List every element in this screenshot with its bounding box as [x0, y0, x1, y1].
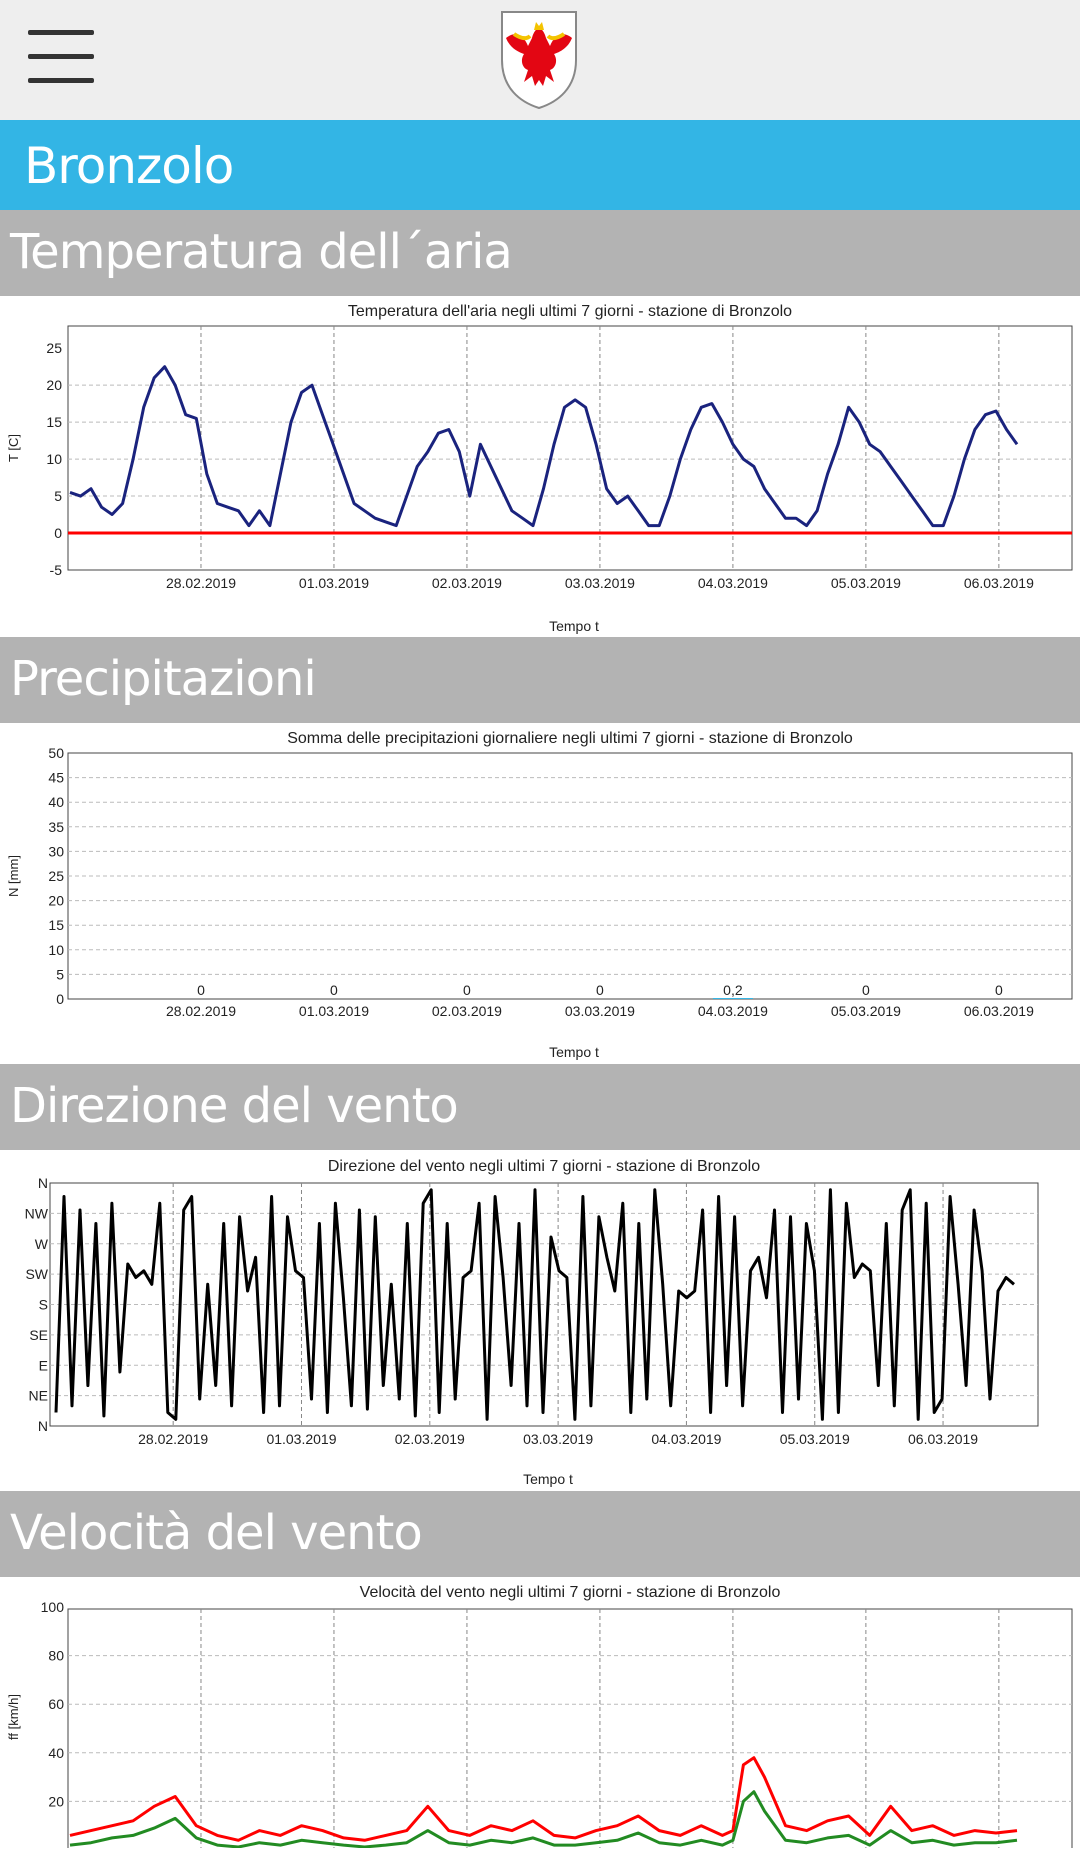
- x-tick-label: 06.03.2019: [963, 575, 1034, 591]
- y-tick-label: 100: [40, 1599, 64, 1615]
- y-tick-label: 40: [48, 794, 64, 811]
- x-axis-label: Tempo t: [549, 618, 599, 634]
- temperature-chart-container: [0, 296, 1080, 636]
- y-tick-label: 0: [56, 991, 64, 1007]
- y-tick-label: NW: [24, 1205, 48, 1222]
- x-tick-label: 01.03.2019: [298, 1003, 369, 1019]
- bar-value-label: 0: [330, 982, 338, 998]
- section-title-precipitation: Precipitazioni: [10, 651, 316, 707]
- top-app-bar: [0, 0, 1080, 120]
- section-header-wind-speed: [0, 1491, 1080, 1577]
- x-tick-label: 02.03.2019: [431, 1003, 502, 1019]
- x-tick-label: 04.03.2019: [651, 1431, 722, 1447]
- x-tick-label: 02.03.2019: [431, 575, 502, 591]
- x-tick-label: 06.03.2019: [908, 1431, 979, 1447]
- x-tick-label: 02.03.2019: [394, 1431, 465, 1447]
- y-tick-label: 30: [48, 843, 64, 860]
- y-tick-label: 50: [48, 745, 64, 761]
- y-tick-label: 20: [48, 1793, 64, 1810]
- section-title-wind-direction: Direzione del vento: [10, 1078, 458, 1134]
- bar-value-label: 0: [861, 982, 870, 998]
- chart-title: Temperatura dell'aria negli ultimi 7 giorni - stazione di Bronzolo: [347, 303, 793, 320]
- y-tick-label: 40: [48, 1744, 64, 1761]
- precipitation-chart-container: [0, 723, 1080, 1063]
- x-tick-label: 01.03.2019: [266, 1431, 337, 1447]
- bar-value-label: 0: [463, 982, 471, 998]
- precipitation-bar: [713, 998, 753, 999]
- x-tick-label: 06.03.2019: [963, 1003, 1034, 1019]
- y-tick-label: 10: [46, 451, 62, 468]
- y-tick-label: N: [37, 1418, 48, 1434]
- x-tick-label: 03.03.2019: [564, 575, 635, 591]
- chart-title: Direzione del vento negli ultimi 7 giorni - stazione di Bronzolo: [327, 1158, 761, 1175]
- x-tick-label: 28.02.2019: [165, 1003, 237, 1019]
- y-tick-label: S: [38, 1296, 48, 1313]
- section-title-temperature: Temperatura dell´aria: [10, 224, 512, 280]
- y-tick-label: 15: [48, 917, 64, 934]
- x-tick-label: 04.03.2019: [697, 575, 768, 591]
- y-tick-label: SW: [25, 1266, 48, 1283]
- section-header-temperature: [0, 210, 1080, 296]
- x-tick-label: 05.03.2019: [830, 575, 901, 591]
- y-tick-label: 5: [56, 966, 64, 983]
- y-tick-label: N: [37, 1175, 48, 1191]
- y-axis-label: N [mm]: [6, 855, 21, 897]
- y-tick-label: 80: [48, 1647, 64, 1664]
- y-axis-label: ff [km/h]: [6, 1694, 21, 1740]
- y-tick-label: -5: [49, 562, 62, 578]
- station-title: Bronzolo: [24, 137, 234, 195]
- y-tick-label: NE: [28, 1387, 48, 1404]
- bar-value-label: 0: [596, 982, 604, 998]
- y-tick-label: 10: [48, 941, 64, 958]
- y-tick-label: 45: [48, 769, 64, 786]
- y-tick-label: 25: [48, 868, 64, 884]
- wind-direction-chart-container: [0, 1150, 1080, 1490]
- section-title-wind-speed: Velocità del vento: [10, 1505, 422, 1561]
- hamburger-menu-icon[interactable]: [28, 30, 94, 84]
- y-tick-label: 0: [54, 525, 62, 542]
- wind-speed-chart: [0, 1577, 1080, 1848]
- x-axis-label: Tempo t: [549, 1044, 599, 1060]
- y-tick-label: 5: [54, 488, 62, 505]
- y-tick-label: 25: [46, 340, 62, 357]
- section-header-wind-direction: [0, 1064, 1080, 1150]
- section-header-precipitation: [0, 637, 1080, 723]
- chart-title: Somma delle precipitazioni giornaliere negli ultimi 7 giorni - stazione di Bronzolo: [287, 730, 853, 747]
- y-tick-label: E: [38, 1357, 48, 1374]
- y-tick-label: 20: [46, 377, 62, 394]
- wind-direction-chart: [0, 1150, 1080, 1490]
- x-tick-label: 04.03.2019: [697, 1003, 768, 1019]
- x-tick-label: 03.03.2019: [523, 1431, 594, 1447]
- x-tick-label: 05.03.2019: [830, 1003, 901, 1019]
- y-tick-label: 60: [48, 1696, 64, 1713]
- x-axis-label: Tempo t: [523, 1471, 573, 1487]
- x-tick-label: 28.02.2019: [138, 1431, 209, 1447]
- plot-area: [68, 1609, 1072, 1848]
- bar-value-label: 0: [197, 982, 205, 998]
- y-tick-label: 15: [46, 414, 62, 431]
- x-tick-label: 01.03.2019: [298, 575, 369, 591]
- station-header: [0, 120, 1080, 210]
- y-axis-label: T [C]: [6, 434, 21, 462]
- precipitation-chart: [0, 723, 1080, 1063]
- y-tick-label: 35: [48, 818, 64, 835]
- y-tick-label: W: [34, 1235, 48, 1252]
- x-tick-label: 03.03.2019: [564, 1003, 635, 1019]
- wind-speed-chart-container: [0, 1577, 1080, 1848]
- x-tick-label: 05.03.2019: [779, 1431, 850, 1447]
- temperature-chart: [0, 296, 1080, 636]
- tyrol-eagle-coat-of-arms-icon: [498, 8, 580, 110]
- y-tick-label: 20: [48, 892, 64, 909]
- x-tick-label: 28.02.2019: [165, 575, 237, 591]
- bar-value-label: 0: [994, 982, 1003, 998]
- bar-value-label: 0,2: [723, 982, 743, 998]
- y-tick-label: SE: [29, 1326, 48, 1343]
- chart-title: Velocità del vento negli ultimi 7 giorni - stazione di Bronzolo: [359, 1584, 781, 1601]
